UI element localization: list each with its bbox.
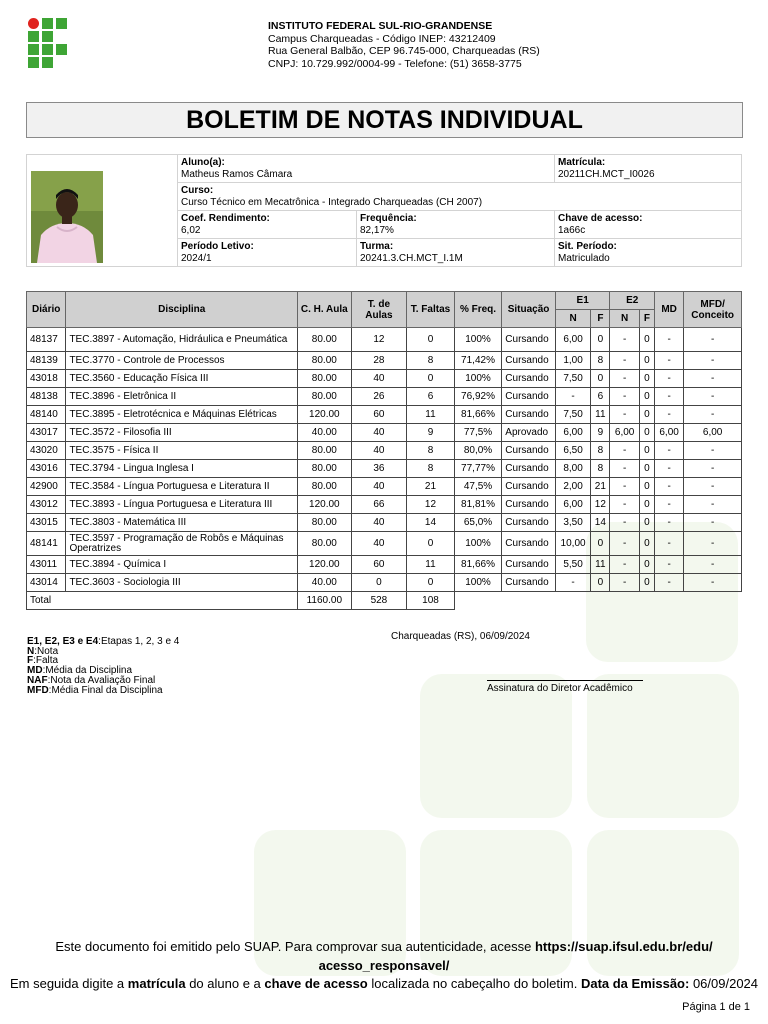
cell-diario: 43016 xyxy=(27,460,66,478)
institution-name: INSTITUTO FEDERAL SUL-RIO-GRANDENSE xyxy=(268,20,493,32)
cell-taulas: 40 xyxy=(351,424,407,442)
cell-e1-f: 0 xyxy=(591,328,610,352)
cell-taulas: 60 xyxy=(351,406,407,424)
footer-url-cont: acesso_responsavel/ xyxy=(318,958,450,973)
cell-e2-n: - xyxy=(610,574,639,592)
cell-disciplina: TEC.3897 - Automação, Hidráulica e Pneumática xyxy=(66,328,298,352)
cell-tfaltas: 8 xyxy=(407,442,455,460)
legend-item: F:Falta xyxy=(27,655,59,667)
photo-cell xyxy=(27,155,178,267)
total-empty xyxy=(454,592,741,610)
cell-mfd: - xyxy=(684,496,742,514)
cell-freq: 100% xyxy=(454,574,502,592)
cell-e2-n: 6,00 xyxy=(610,424,639,442)
cell-taulas: 28 xyxy=(351,352,407,370)
cell-tfaltas: 0 xyxy=(407,532,455,556)
legend-key: E1, E2, E3 e E4 xyxy=(27,636,99,647)
col-e1: E1 xyxy=(555,292,610,310)
cell-ch: 80.00 xyxy=(298,532,352,556)
cell-e1-f: 8 xyxy=(591,352,610,370)
legend-key: F xyxy=(27,655,34,667)
legend-item: MD:Média da Disciplina xyxy=(27,665,133,677)
footer-text-3a: Em seguida digite a xyxy=(9,976,128,991)
cell-mfd: - xyxy=(684,532,742,556)
cell-disciplina: TEC.3572 - Filosofia III xyxy=(66,424,298,442)
periodo-label: Período Letivo: xyxy=(181,241,254,252)
cell-freq: 65,0% xyxy=(454,514,502,532)
cell-tfaltas: 12 xyxy=(407,496,455,514)
sit-value: Matriculado xyxy=(558,252,610,264)
cell-tfaltas: 11 xyxy=(407,556,455,574)
footer-line-1 xyxy=(0,937,768,956)
table-row xyxy=(27,424,742,442)
cell-freq: 77,77% xyxy=(454,460,502,478)
cell-e2-f: 0 xyxy=(639,460,654,478)
cell-diario: 43020 xyxy=(27,442,66,460)
cell-e1-n: 5,50 xyxy=(555,556,590,574)
cell-disciplina: TEC.3895 - Eletrotécnica e Máquinas Elétricas xyxy=(66,406,298,424)
col-situacao: Situação xyxy=(502,292,556,328)
col-freq: % Freq. xyxy=(454,292,502,328)
student-photo xyxy=(31,171,103,263)
legend-key: MFD xyxy=(27,684,49,696)
freq-value: 82,17% xyxy=(360,224,394,236)
freq-label: Frequência: xyxy=(360,213,417,224)
cell-e1-f: 8 xyxy=(591,442,610,460)
chave-value: 1a66c xyxy=(558,224,586,236)
table-row xyxy=(27,478,742,496)
cell-taulas: 0 xyxy=(351,574,407,592)
cell-e1-n: 2,00 xyxy=(555,478,590,496)
cell-tfaltas: 6 xyxy=(407,388,455,406)
cell-situacao: Cursando xyxy=(502,370,556,388)
grades-body xyxy=(27,328,742,610)
footer-text-1: Este documento foi emitido pelo SUAP. Para comprovar sua autenticidade, acesse xyxy=(55,939,535,954)
curso-cell xyxy=(178,183,742,211)
cell-md: - xyxy=(654,496,683,514)
cell-e1-n: 10,00 xyxy=(555,532,590,556)
footer-text-3e: localizada no cabeçalho do boletim. xyxy=(367,976,581,991)
footer-text-3c: do aluno e a xyxy=(185,976,265,991)
cell-e2-n: - xyxy=(610,388,639,406)
cell-diario: 43011 xyxy=(27,556,66,574)
student-name-label: Aluno(a): xyxy=(181,157,225,168)
footer-text-3d: chave de acesso xyxy=(264,976,368,991)
cell-diario: 43018 xyxy=(27,370,66,388)
address-line: Rua General Balbão, CEP 96.745-000, Charqueadas (RS) xyxy=(268,45,540,58)
cell-mfd: 6,00 xyxy=(684,424,742,442)
legend-key: MD xyxy=(27,665,43,677)
cell-e1-n: 6,00 xyxy=(555,496,590,514)
cell-e2-n: - xyxy=(610,556,639,574)
table-row xyxy=(27,574,742,592)
cell-e1-f: 11 xyxy=(591,406,610,424)
total-taulas: 528 xyxy=(351,592,407,610)
cell-md: - xyxy=(654,514,683,532)
cell-disciplina: TEC.3803 - Matemática III xyxy=(66,514,298,532)
cell-diario: 48138 xyxy=(27,388,66,406)
cell-e2-n: - xyxy=(610,514,639,532)
cell-e2-n: - xyxy=(610,352,639,370)
cell-e2-n: - xyxy=(610,406,639,424)
legend-value: Nota xyxy=(37,645,59,657)
legend-value: Média da Disciplina xyxy=(45,665,133,677)
legend-key: N xyxy=(27,645,35,657)
legend-item: N:Nota xyxy=(27,645,59,657)
cell-tfaltas: 8 xyxy=(407,460,455,478)
footer-url: https://suap.ifsul.edu.br/edu/ xyxy=(534,939,713,954)
cell-disciplina: TEC.3584 - Língua Portuguesa e Literatura II xyxy=(66,478,298,496)
cell-freq: 81,66% xyxy=(454,556,502,574)
cell-freq: 76,92% xyxy=(454,388,502,406)
cell-freq: 71,42% xyxy=(454,352,502,370)
cell-e1-f: 0 xyxy=(591,574,610,592)
cell-freq: 80,0% xyxy=(454,442,502,460)
institute-logo xyxy=(28,18,68,68)
cell-e2-n: - xyxy=(610,442,639,460)
cell-mfd: - xyxy=(684,460,742,478)
grades-table xyxy=(26,291,742,610)
cell-md: - xyxy=(654,406,683,424)
total-ch: 1160.00 xyxy=(298,592,352,610)
cell-e2-f: 0 xyxy=(639,388,654,406)
turma-value: 20241.3.CH.MCT_I.1M xyxy=(360,252,463,264)
cell-e2-f: 0 xyxy=(639,574,654,592)
legend-item: MFD:Média Final da Disciplina xyxy=(27,684,163,696)
cell-e1-n: 6,00 xyxy=(555,424,590,442)
cell-md: - xyxy=(654,328,683,352)
cell-situacao: Cursando xyxy=(502,406,556,424)
cell-mfd: - xyxy=(684,388,742,406)
table-row xyxy=(27,406,742,424)
cell-tfaltas: 0 xyxy=(407,574,455,592)
total-label: Total xyxy=(27,592,298,610)
cell-e2-f: 0 xyxy=(639,496,654,514)
cell-taulas: 40 xyxy=(351,478,407,496)
cell-e1-f: 0 xyxy=(591,370,610,388)
cell-disciplina: TEC.3896 - Eletrônica II xyxy=(66,388,298,406)
cell-situacao: Cursando xyxy=(502,556,556,574)
chave-cell xyxy=(555,211,742,239)
campus-line: Campus Charqueadas - Código INEP: 43212409 xyxy=(268,32,496,45)
page-number: Página 1 de 1 xyxy=(682,1001,750,1013)
cell-ch: 80.00 xyxy=(298,514,352,532)
cell-disciplina: TEC.3560 - Educação Física III xyxy=(66,370,298,388)
cell-disciplina: TEC.3603 - Sociologia III xyxy=(66,574,298,592)
matricula-value: 20211CH.MCT_I0026 xyxy=(558,168,655,180)
cell-situacao: Cursando xyxy=(502,352,556,370)
col-e2: E2 xyxy=(610,292,654,310)
cell-md: - xyxy=(654,556,683,574)
cell-ch: 80.00 xyxy=(298,352,352,370)
cell-e2-f: 0 xyxy=(639,370,654,388)
cell-mfd: - xyxy=(684,478,742,496)
cell-md: - xyxy=(654,478,683,496)
col-disciplina: Disciplina xyxy=(66,292,298,328)
cell-freq: 100% xyxy=(454,532,502,556)
footer-text-3f: Data da Emissão: xyxy=(580,976,690,991)
cell-e2-f: 0 xyxy=(639,424,654,442)
signature-label: Assinatura do Diretor Acadêmico xyxy=(487,683,633,694)
cell-e2-n: - xyxy=(610,532,639,556)
cell-ch: 120.00 xyxy=(298,556,352,574)
col-md: MD xyxy=(654,292,683,328)
cell-ch: 80.00 xyxy=(298,460,352,478)
cell-mfd: - xyxy=(684,370,742,388)
sit-label: Sit. Período: xyxy=(558,241,617,252)
cell-md: - xyxy=(654,532,683,556)
cell-e1-f: 6 xyxy=(591,388,610,406)
cell-mfd: - xyxy=(684,442,742,460)
cell-mfd: - xyxy=(684,514,742,532)
legend-item: E1, E2, E3 e E4:Etapas 1, 2, 3 e 4 xyxy=(27,636,180,647)
cell-md: - xyxy=(654,352,683,370)
periodo-cell xyxy=(178,239,357,267)
table-row xyxy=(27,370,742,388)
cell-e2-n: - xyxy=(610,478,639,496)
cell-diario: 43012 xyxy=(27,496,66,514)
cell-taulas: 36 xyxy=(351,460,407,478)
cell-tfaltas: 8 xyxy=(407,352,455,370)
coef-cell xyxy=(178,211,357,239)
student-name-cell xyxy=(178,155,555,183)
cell-e1-n: 3,50 xyxy=(555,514,590,532)
cell-taulas: 12 xyxy=(351,328,407,352)
table-row xyxy=(27,496,742,514)
cell-disciplina: TEC.3597 - Programação de Robôs e Máquinas Operatrizes xyxy=(66,532,298,556)
cell-situacao: Cursando xyxy=(502,514,556,532)
cell-e1-n: 7,50 xyxy=(555,370,590,388)
legend-key: NAF xyxy=(27,674,48,686)
cell-e1-n: - xyxy=(555,574,590,592)
periodo-value: 2024/1 xyxy=(181,252,212,264)
cell-e1-f: 21 xyxy=(591,478,610,496)
col-taulas: T. de Aulas xyxy=(351,292,407,328)
col-diario: Diário xyxy=(27,292,66,328)
cell-e1-f: 9 xyxy=(591,424,610,442)
col-e2-n: N xyxy=(610,310,639,328)
cell-md: - xyxy=(654,388,683,406)
cell-e2-f: 0 xyxy=(639,442,654,460)
cell-ch: 80.00 xyxy=(298,478,352,496)
signature-line xyxy=(487,680,643,681)
turma-cell xyxy=(357,239,555,267)
table-row xyxy=(27,532,742,556)
cell-e2-f: 0 xyxy=(639,478,654,496)
cell-freq: 81,81% xyxy=(454,496,502,514)
cell-disciplina: TEC.3794 - Lingua Inglesa I xyxy=(66,460,298,478)
cell-md: - xyxy=(654,370,683,388)
cell-e1-f: 14 xyxy=(591,514,610,532)
cell-e1-f: 0 xyxy=(591,532,610,556)
cell-diario: 48139 xyxy=(27,352,66,370)
total-row xyxy=(27,592,742,610)
col-e1-n: N xyxy=(555,310,590,328)
turma-label: Turma: xyxy=(360,241,394,252)
chave-label: Chave de acesso: xyxy=(558,213,643,224)
footer-line-3 xyxy=(0,974,768,993)
table-row xyxy=(27,352,742,370)
cell-md: 6,00 xyxy=(654,424,683,442)
cell-ch: 80.00 xyxy=(298,442,352,460)
legend-value: Nota da Avaliação Final xyxy=(50,674,156,686)
cell-e1-n: 6,50 xyxy=(555,442,590,460)
cell-taulas: 26 xyxy=(351,388,407,406)
table-row xyxy=(27,328,742,352)
cell-situacao: Cursando xyxy=(502,460,556,478)
place-date: Charqueadas (RS), 06/09/2024 xyxy=(391,631,530,642)
cell-e1-n: 6,00 xyxy=(555,328,590,352)
cell-md: - xyxy=(654,460,683,478)
cell-taulas: 40 xyxy=(351,532,407,556)
cell-situacao: Cursando xyxy=(502,388,556,406)
cell-ch: 40.00 xyxy=(298,424,352,442)
cell-tfaltas: 0 xyxy=(407,328,455,352)
legend-item: NAF:Nota da Avaliação Final xyxy=(27,674,156,686)
sit-cell xyxy=(555,239,742,267)
curso-label: Curso: xyxy=(181,185,214,196)
cell-tfaltas: 0 xyxy=(407,370,455,388)
legend-value: Etapas 1, 2, 3 e 4 xyxy=(100,636,180,647)
cell-ch: 120.00 xyxy=(298,496,352,514)
cell-disciplina: TEC.3770 - Controle de Processos xyxy=(66,352,298,370)
col-e2-f: F xyxy=(639,310,654,328)
cell-e2-f: 0 xyxy=(639,532,654,556)
cell-ch: 80.00 xyxy=(298,370,352,388)
footer-text-3b: matrícula xyxy=(127,976,186,991)
cell-freq: 100% xyxy=(454,370,502,388)
cell-e2-n: - xyxy=(610,328,639,352)
cell-md: - xyxy=(654,574,683,592)
cell-ch: 80.00 xyxy=(298,328,352,352)
table-row xyxy=(27,556,742,574)
cell-taulas: 66 xyxy=(351,496,407,514)
cell-freq: 100% xyxy=(454,328,502,352)
table-row xyxy=(27,442,742,460)
cell-situacao: Cursando xyxy=(502,532,556,556)
table-row xyxy=(27,388,742,406)
freq-cell xyxy=(357,211,555,239)
cell-diario: 43014 xyxy=(27,574,66,592)
cell-mfd: - xyxy=(684,352,742,370)
cell-diario: 43017 xyxy=(27,424,66,442)
cell-freq: 81,66% xyxy=(454,406,502,424)
cell-e2-n: - xyxy=(610,460,639,478)
table-row xyxy=(27,460,742,478)
cell-disciplina: TEC.3894 - Química I xyxy=(66,556,298,574)
cell-md: - xyxy=(654,442,683,460)
page-title: BOLETIM DE NOTAS INDIVIDUAL xyxy=(26,102,743,138)
cell-taulas: 40 xyxy=(351,442,407,460)
legend xyxy=(27,637,179,695)
coef-value: 6,02 xyxy=(181,224,201,236)
cell-situacao: Cursando xyxy=(502,442,556,460)
total-tfaltas: 108 xyxy=(407,592,455,610)
col-tfaltas: T. Faltas xyxy=(407,292,455,328)
cell-e2-n: - xyxy=(610,370,639,388)
col-ch: C. H. Aula xyxy=(298,292,352,328)
cell-situacao: Cursando xyxy=(502,478,556,496)
cell-ch: 80.00 xyxy=(298,388,352,406)
cell-freq: 47,5% xyxy=(454,478,502,496)
cell-e1-f: 11 xyxy=(591,556,610,574)
footer-text-3g: 06/09/2024 xyxy=(689,976,759,991)
cell-ch: 40.00 xyxy=(298,574,352,592)
cell-freq: 77,5% xyxy=(454,424,502,442)
cell-situacao: Aprovado xyxy=(502,424,556,442)
matricula-cell xyxy=(555,155,742,183)
cell-diario: 48141 xyxy=(27,532,66,556)
footer-line-2 xyxy=(0,956,768,975)
curso-value: Curso Técnico em Mecatrônica - Integrado Charqueadas (CH 2007) xyxy=(181,196,483,208)
cell-diario: 48140 xyxy=(27,406,66,424)
cell-e1-n: - xyxy=(555,388,590,406)
matricula-label: Matrícula: xyxy=(558,157,606,168)
cell-disciplina: TEC.3893 - Língua Portuguesa e Literatura III xyxy=(66,496,298,514)
cell-mfd: - xyxy=(684,574,742,592)
cell-tfaltas: 9 xyxy=(407,424,455,442)
cell-situacao: Cursando xyxy=(502,328,556,352)
coef-label: Coef. Rendimento: xyxy=(181,213,270,224)
col-mfd: MFD/ Conceito xyxy=(684,292,742,328)
cell-e1-f: 12 xyxy=(591,496,610,514)
cell-e2-f: 0 xyxy=(639,406,654,424)
legend-value: Média Final da Disciplina xyxy=(51,684,163,696)
cell-e1-n: 1,00 xyxy=(555,352,590,370)
cell-mfd: - xyxy=(684,556,742,574)
cell-taulas: 40 xyxy=(351,370,407,388)
legend-value: Falta xyxy=(35,655,59,667)
cell-tfaltas: 11 xyxy=(407,406,455,424)
cell-tfaltas: 14 xyxy=(407,514,455,532)
student-name: Matheus Ramos Câmara xyxy=(181,168,293,180)
col-e1-f: F xyxy=(591,310,610,328)
cell-tfaltas: 21 xyxy=(407,478,455,496)
cell-diario: 48137 xyxy=(27,328,66,352)
cell-situacao: Cursando xyxy=(502,574,556,592)
cell-e2-f: 0 xyxy=(639,514,654,532)
cell-taulas: 40 xyxy=(351,514,407,532)
cell-diario: 42900 xyxy=(27,478,66,496)
cell-diario: 43015 xyxy=(27,514,66,532)
cell-situacao: Cursando xyxy=(502,496,556,514)
cell-disciplina: TEC.3575 - Física II xyxy=(66,442,298,460)
table-row xyxy=(27,514,742,532)
student-info-table xyxy=(26,154,742,267)
cell-e1-f: 8 xyxy=(591,460,610,478)
cell-taulas: 60 xyxy=(351,556,407,574)
cell-e2-f: 0 xyxy=(639,328,654,352)
cell-mfd: - xyxy=(684,406,742,424)
institution-header xyxy=(268,20,540,70)
cell-e2-f: 0 xyxy=(639,556,654,574)
cell-mfd: - xyxy=(684,328,742,352)
cell-e2-n: - xyxy=(610,496,639,514)
cell-e2-f: 0 xyxy=(639,352,654,370)
cnpj-line: CNPJ: 10.729.992/0004-99 - Telefone: (51) 3658-3775 xyxy=(268,57,522,70)
cell-e1-n: 8,00 xyxy=(555,460,590,478)
cell-e1-n: 7,50 xyxy=(555,406,590,424)
cell-ch: 120.00 xyxy=(298,406,352,424)
